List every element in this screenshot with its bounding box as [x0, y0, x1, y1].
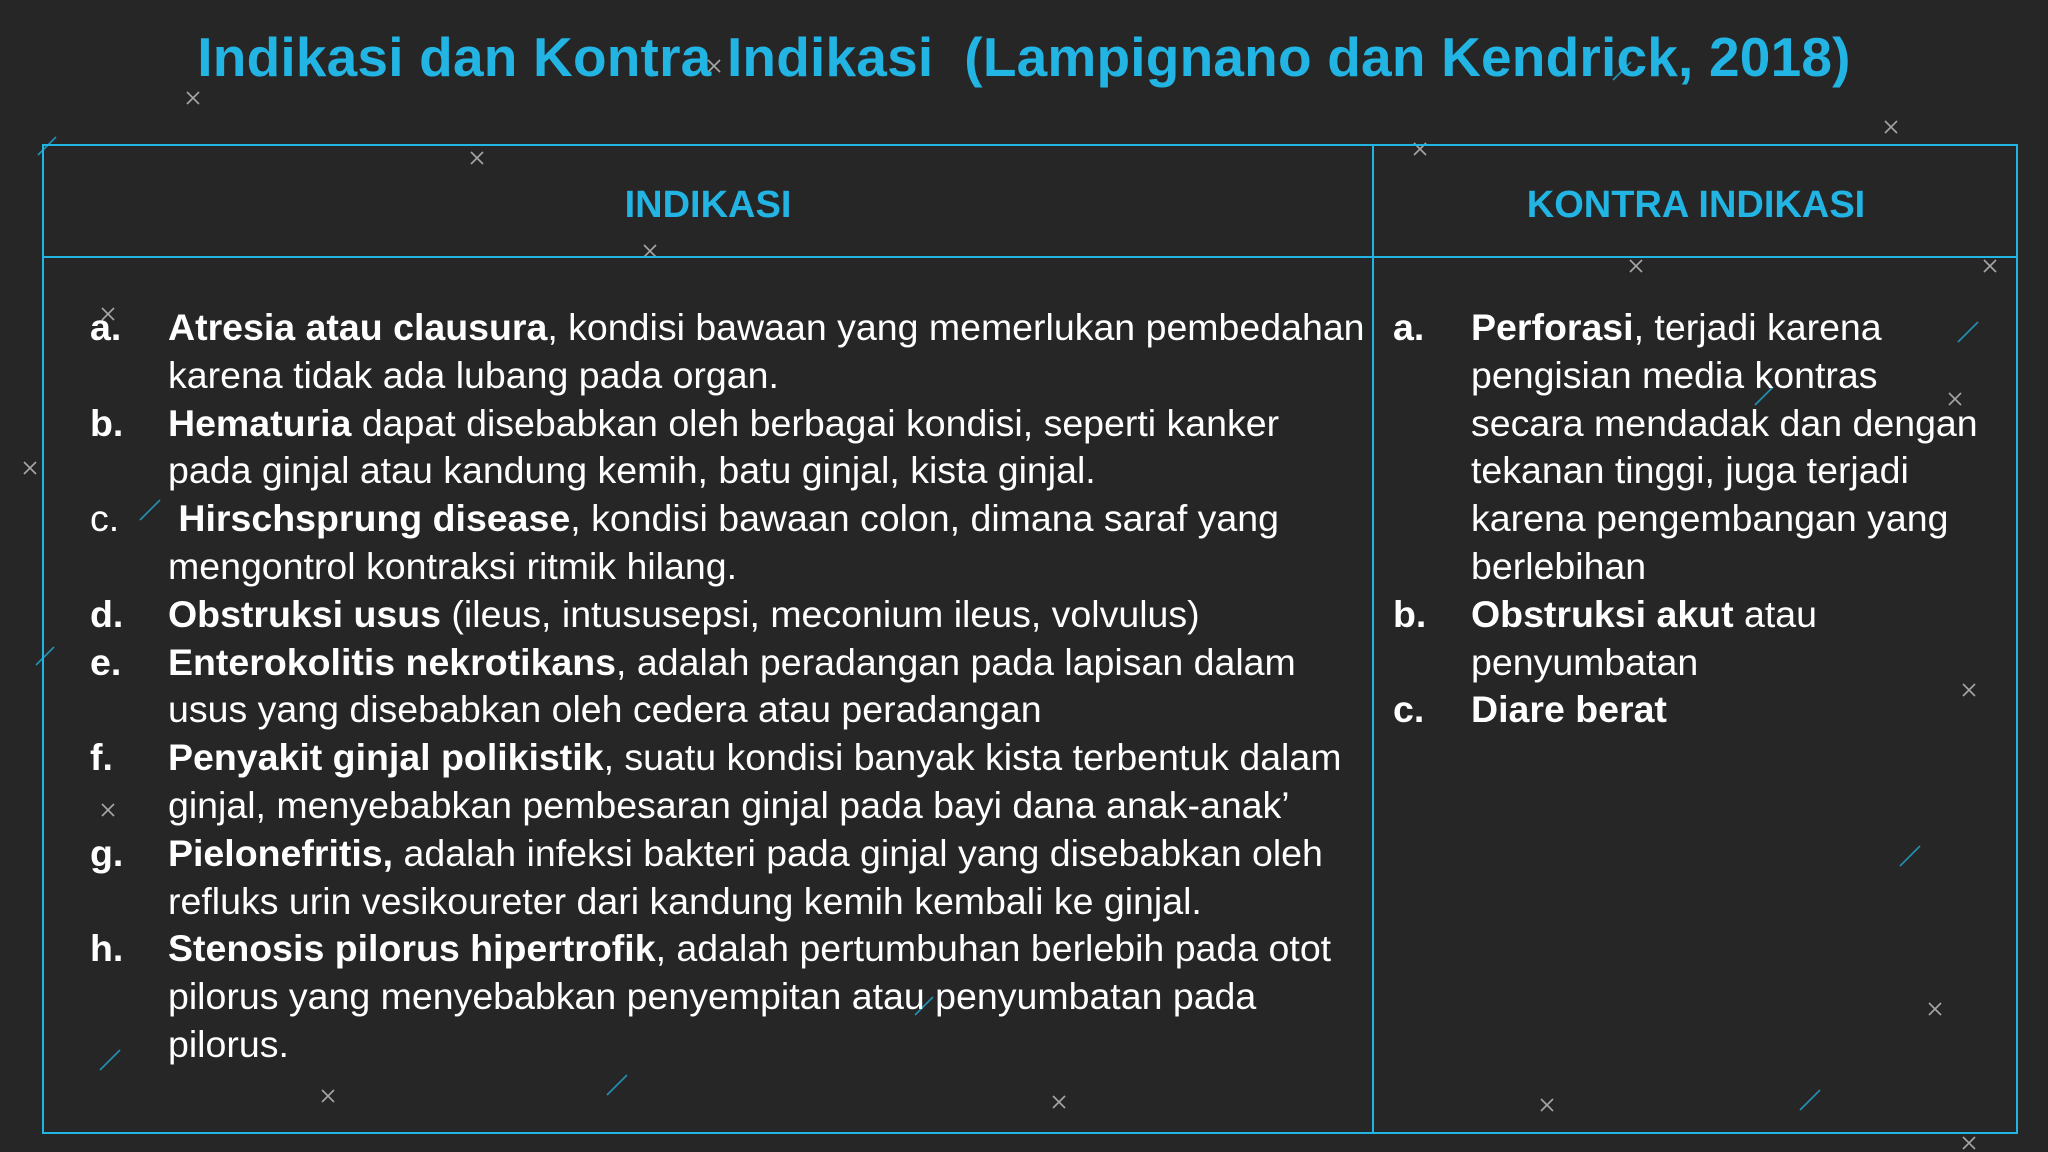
item-term: Atresia atau clausura	[168, 306, 548, 348]
indikasi-item-f	[90, 734, 1370, 830]
item-term: Penyakit ginjal polikistik	[168, 736, 604, 779]
item-term: Perforasi	[1471, 306, 1634, 348]
list-marker: a.	[90, 306, 122, 348]
item-description: , adalah peradangan pada lapisan dalam usus yang disebabkan oleh cedera atau peradangan	[168, 640, 1296, 731]
item-description: (ileus, intususepsi, meconium ileus, volvulus)	[441, 592, 1200, 635]
header-kontra-indikasi: KONTRA INDIKASI	[1526, 184, 1866, 226]
item-description: , kondisi bawaan yang memerlukan pembedahan karena tidak ada lubang pada organ.	[168, 306, 1365, 396]
list-marker: c.	[90, 497, 120, 540]
list-marker: a.	[1393, 306, 1425, 348]
item-term: Hematuria	[168, 401, 352, 444]
indikasi-list	[90, 304, 1370, 1069]
kontra-indikasi-list	[1393, 304, 1993, 734]
list-marker: g.	[90, 831, 124, 874]
list-marker: e.	[90, 640, 122, 683]
item-term: Enterokolitis nekrotikans	[168, 640, 617, 683]
kontra-item-c	[1393, 686, 1993, 734]
item-description: , adalah pertumbuhan berlebih pada otot pilorus yang menyebabkan penyempitan atau penyumbatan pada pilorus.	[168, 927, 1332, 1065]
header-indikasi: INDIKASI	[624, 184, 792, 226]
indikasi-item-d	[90, 591, 1370, 639]
kontra-item-b	[1393, 591, 1993, 687]
slide-title: Indikasi dan Kontra Indikasi (Lampignano dan Kendrick, 2018)	[197, 26, 1851, 88]
indikasi-item-a	[90, 304, 1370, 400]
item-term: Hirschsprung disease	[168, 497, 571, 540]
kontra-item-a	[1393, 304, 1993, 591]
column-divider	[1372, 144, 1374, 1134]
item-description: dapat disebabkan oleh berbagai kondisi, seperti kanker pada ginjal atau kandung kemih, batu ginjal, kista ginjal.	[168, 401, 1280, 492]
list-marker: h.	[90, 927, 124, 970]
item-term: Stenosis pilorus hipertrofik	[168, 927, 656, 970]
indikasi-item-g	[90, 830, 1370, 926]
item-description: , terjadi karena pengisian media kontras secara mendadak dan dengan tekanan tinggi, juga terjadi karena pengembangan yang berlebihan	[1471, 306, 1978, 587]
list-marker: c.	[1393, 688, 1425, 731]
item-term: Obstruksi akut	[1471, 592, 1734, 635]
indikasi-item-b	[90, 400, 1370, 496]
list-marker: b.	[1393, 592, 1427, 635]
header-divider	[42, 256, 2018, 258]
indikasi-item-c	[90, 495, 1370, 591]
indikasi-item-e	[90, 639, 1370, 735]
indikasi-item-h	[90, 925, 1370, 1068]
item-description: adalah infeksi bakteri pada ginjal yang disebabkan oleh refluks urin vesikoureter dari kandung kemih kembali ke ginjal.	[168, 831, 1323, 922]
item-description: atau penyumbatan	[1471, 592, 1817, 683]
list-marker: f.	[90, 736, 113, 779]
item-description: , suatu kondisi banyak kista terbentuk dalam ginjal, menyebabkan pembesaran ginjal pada bayi dana anak-anak’	[168, 736, 1342, 826]
list-marker: b.	[90, 401, 124, 444]
item-term: Diare berat	[1471, 688, 1667, 731]
item-term: Obstruksi usus	[168, 592, 441, 635]
item-term: Pielonefritis,	[168, 831, 394, 874]
item-description: , kondisi bawaan colon, dimana saraf yang mengontrol kontraksi ritmik hilang.	[168, 497, 1279, 587]
list-marker: d.	[90, 592, 124, 635]
